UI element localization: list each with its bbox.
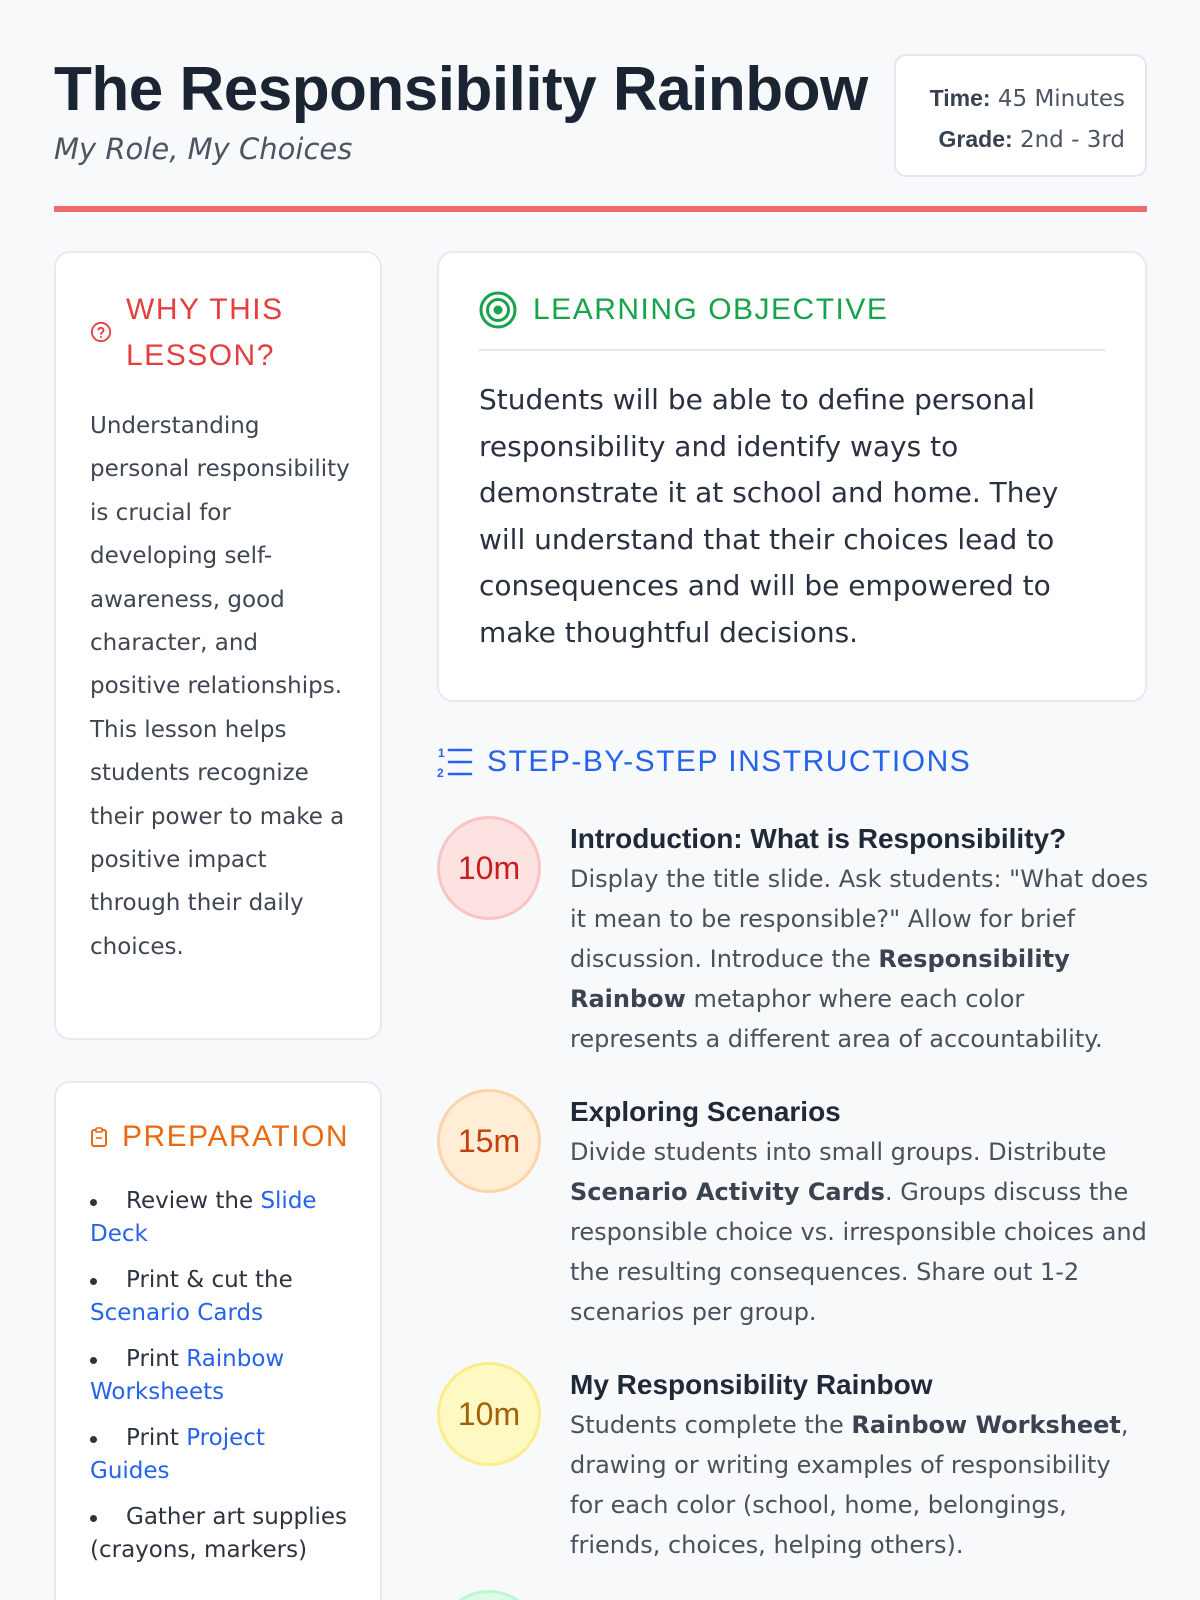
grade-row (896, 119, 1125, 160)
svg-text:2: 2 (437, 766, 444, 780)
preparation-card (54, 1081, 382, 1600)
numbered-list-icon (437, 744, 473, 780)
page-title: The Responsibility Rainbow (54, 55, 868, 124)
list-item (90, 1185, 350, 1251)
objective-text: Students will be able to define personal responsibility and identify ways to demonstrate it at school and home. They will understand that their choices lead to consequences and will be empowered to make thoughtful decisions. (479, 383, 1059, 649)
steps-title: STEP-BY-STEP INSTRUCTIONS (487, 745, 972, 778)
project-guides-link[interactable]: Project Guides (90, 1425, 265, 1484)
scenario-cards-link[interactable]: Scenario Cards (90, 1300, 264, 1326)
step-title: My Responsibility Rainbow (570, 1369, 933, 1400)
svg-text:1: 1 (438, 746, 445, 760)
time-label: Time: (929, 85, 991, 111)
prep-item-text: Gather art supplies (crayons, markers) (90, 1504, 347, 1563)
step-body (570, 1362, 1150, 1565)
step-duration-badge: 15m (437, 1089, 541, 1193)
why-heading (90, 287, 350, 379)
time-row (896, 78, 1125, 119)
why-title: WHY THIS LESSON? (126, 293, 284, 372)
prep-item-text: Print & cut the (126, 1267, 293, 1293)
preparation-list (90, 1185, 350, 1567)
preparation-heading (90, 1117, 350, 1157)
lesson-header (54, 46, 1147, 212)
page-subtitle: My Role, My Choices (54, 132, 353, 166)
step-title: Exploring Scenarios (570, 1096, 841, 1127)
prep-item-text: Print (126, 1425, 187, 1451)
grade-label: Grade: (938, 126, 1013, 152)
list-item (90, 1422, 350, 1488)
step-duration-badge: 10m (437, 816, 541, 920)
objective-title: LEARNING OBJECTIVE (533, 293, 889, 326)
clipboard-icon (90, 1127, 108, 1147)
why-text: Understanding personal responsibility is crucial for developing self-awareness, good character, and positive relationships. This lesson helps students recognize their power to make a positive impact through their daily choices. (90, 413, 350, 960)
preparation-title: PREPARATION (122, 1120, 350, 1153)
step-title: Introduction: What is Responsibility? (570, 823, 1067, 854)
list-item (90, 1501, 350, 1567)
grade-value: 2nd - 3rd (1019, 127, 1125, 153)
objective-heading (479, 291, 1105, 351)
lesson-meta-box (894, 54, 1147, 177)
steps-heading (437, 744, 971, 780)
time-value: 45 Minutes (997, 86, 1125, 112)
step-description: Divide students into small groups. Distribute Scenario Activity Cards. Groups discuss the responsible choice vs. irresponsible choices and the resulting consequences. Share out 1-2 scenarios per group. (570, 1138, 1147, 1326)
prep-item-text: Print (126, 1346, 187, 1372)
step-description: Students complete the Rainbow Worksheet, drawing or writing examples of responsibility for each color (school, home, belongings, friends, choices, helping others). (570, 1411, 1129, 1559)
step-description: Display the title slide. Ask students: "What does it mean to be responsible?" Allow for brief discussion. Introduce the Responsibility Rainbow metaphor where each color represents a different area of accountability. (570, 865, 1149, 1053)
step-body (570, 1089, 1150, 1332)
rainbow-worksheets-link[interactable]: Rainbow Worksheets (90, 1346, 285, 1405)
prep-item-text: Review the (126, 1188, 261, 1214)
why-lesson-card (54, 251, 382, 1040)
list-item (90, 1264, 350, 1330)
target-icon (479, 291, 517, 329)
learning-objective-card (437, 251, 1147, 702)
question-circle-icon (90, 321, 112, 343)
slide-deck-link[interactable]: Slide Deck (90, 1188, 317, 1247)
step-body (570, 816, 1150, 1059)
list-item (90, 1343, 350, 1409)
next-step-badge (437, 1590, 541, 1600)
step-duration-badge: 10m (437, 1362, 541, 1466)
